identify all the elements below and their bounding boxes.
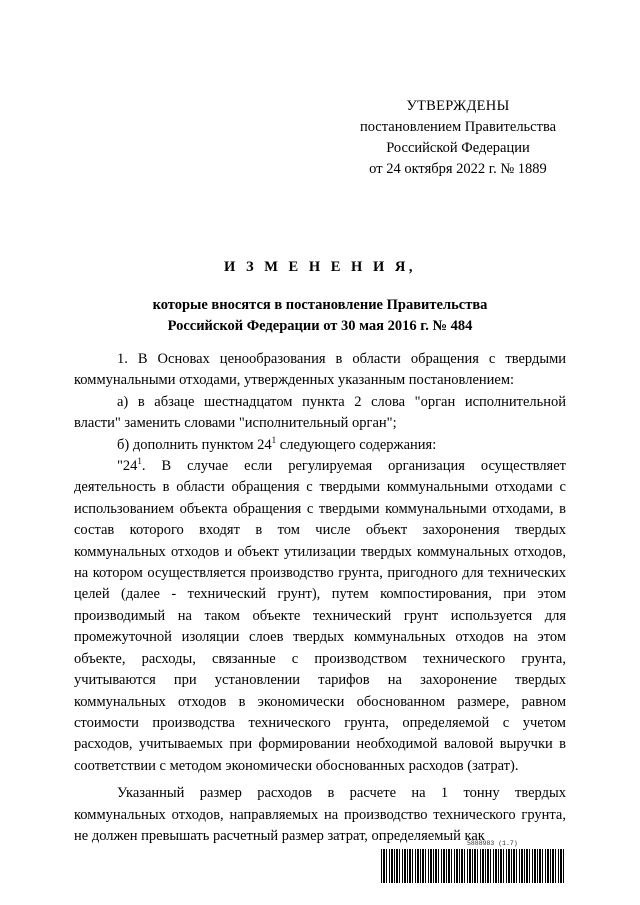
paragraph-3-text-start: б) дополнить пунктом 24 [117,436,272,453]
paragraph-4-text-end: . В случае если регулируемая организация осуществляет деятельность в области обращения с твердыми коммунальными отходами с использованием объекта обращения с твердыми коммунальными отходами, в состав которого входят в том числе объект захоронения твердых коммунальных отходов и объект утилизации твердых коммунальных отходов, на котором осуществляется производство грунта, пригодного для технических целей (далее - технический грунт), путем компостирования, при этом производимый на таком объекте технический грунт используется для промежуточной изоляции слоев твердых коммунальных отходов на этом объекте, расходы, связанные с производством технического грунта, учитываются при установлении тарифов на захоронение твердых коммунальных отходов в экономически обоснованном размере, равном стоимости производства технического грунта, определяемой с учетом расходов, учитываемых при формировании необходимой валовой выручки в соответствии с методом экономически обоснованных расходов (затрат). [74,458,566,774]
approval-line-1: постановлением Правительства [359,119,557,135]
barcode-image [381,849,564,883]
paragraph-1: 1. В Основах ценообразования в области обращения с твердыми коммунальными отходами, утвержденных указанным постановлением: [74,351,566,389]
paragraph-2: а) в абзаце шестнадцатом пункта 2 слова "орган исполнительной власти" заменить словами "исполнительный орган"; [74,393,566,432]
barcode-number: 5888983 (1.7) [467,840,518,847]
barcode-block [381,840,564,885]
paragraph-3 [74,435,566,456]
document-subtitle-1: которые вносятся в постановление Правительства [152,297,488,313]
document-body [74,349,566,847]
paragraph-3-text-end: следующего содержания: [276,436,437,453]
approval-title: УТВЕРЖДЕНЫ [406,98,510,114]
approval-block [340,96,576,180]
superscript-index: 1 [271,434,277,445]
paragraph-4 [74,456,566,777]
superscript-index: 1 [137,456,142,467]
document-heading [70,257,570,337]
document-title: И З М Е Н Е Н И Я, [224,259,416,275]
paragraph-5: Указанный размер расходов в расчете на 1 тонну твердых коммунальных отходов, направляемых на производство технического грунта, не должен превышать расчетный размер затрат, определяемый как [74,785,566,844]
paragraph-4-text-start: "24 [117,458,138,475]
approval-line-3: от 24 октября 2022 г. № 1889 [369,161,547,177]
document-subtitle-2: Российской Федерации от 30 мая 2016 г. № 484 [167,318,473,334]
approval-line-2: Российской Федерации [386,140,530,156]
